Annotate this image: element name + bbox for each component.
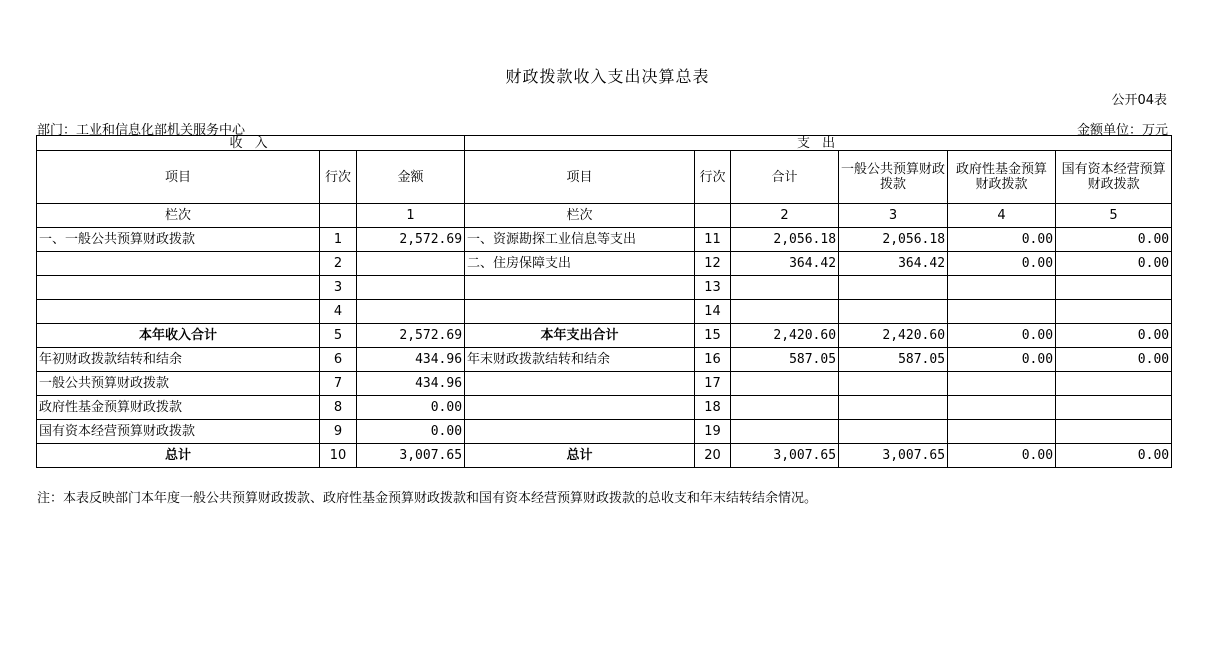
expense-row-no: 15 xyxy=(695,324,731,348)
expense-gov-fund: 0.00 xyxy=(948,444,1056,468)
income-row-no: 2 xyxy=(320,252,357,276)
income-amount: 0.00 xyxy=(357,420,465,444)
expense-item xyxy=(465,396,695,420)
income-amount: 3,007.65 xyxy=(357,444,465,468)
expense-item: 一、资源勘探工业信息等支出 xyxy=(465,228,695,252)
expense-total: 3,007.65 xyxy=(731,444,839,468)
income-row-no: 6 xyxy=(320,348,357,372)
expense-gov-fund: 0.00 xyxy=(948,348,1056,372)
expense-general xyxy=(839,420,948,444)
expense-state-capital xyxy=(1056,420,1172,444)
expense-state-capital: 0.00 xyxy=(1056,228,1172,252)
income-item xyxy=(37,252,320,276)
income-subtotal-label: 本年收入合计 xyxy=(37,324,320,348)
expense-total: 587.05 xyxy=(731,348,839,372)
expense-total: 2,056.18 xyxy=(731,228,839,252)
income-item xyxy=(37,300,320,324)
expense-general xyxy=(839,300,948,324)
col-header-amount: 金额 xyxy=(357,151,465,204)
column-index-row xyxy=(37,204,1172,228)
expense-gov-fund: 0.00 xyxy=(948,252,1056,276)
table-row xyxy=(37,252,1172,276)
expense-row-no: 11 xyxy=(695,228,731,252)
col-header-item-expense: 项目 xyxy=(465,151,695,204)
form-number: 公开04表 xyxy=(1111,93,1167,108)
income-row-no: 7 xyxy=(320,372,357,396)
expense-general: 3,007.65 xyxy=(839,444,948,468)
table-row xyxy=(37,324,1172,348)
table-row xyxy=(37,396,1172,420)
expense-general: 2,056.18 xyxy=(839,228,948,252)
income-row-no: 3 xyxy=(320,276,357,300)
budget-table xyxy=(36,135,1172,468)
expense-general xyxy=(839,276,948,300)
expense-gov-fund xyxy=(948,396,1056,420)
table-row xyxy=(37,444,1172,468)
expense-total xyxy=(731,396,839,420)
column-index-cell: 3 xyxy=(839,204,948,228)
expense-state-capital: 0.00 xyxy=(1056,324,1172,348)
income-amount: 2,572.69 xyxy=(357,324,465,348)
expense-state-capital xyxy=(1056,396,1172,420)
table-row xyxy=(37,348,1172,372)
department-label: 部门：工业和信息化部机关服务中心 xyxy=(37,123,246,138)
income-row-no: 1 xyxy=(320,228,357,252)
income-row-no: 8 xyxy=(320,396,357,420)
income-item: 政府性基金预算财政拨款 xyxy=(37,396,320,420)
col-header-general: 一般公共预算财政拨款 xyxy=(839,151,948,204)
expense-item: 年末财政拨款结转和结余 xyxy=(465,348,695,372)
col-header-total: 合计 xyxy=(731,151,839,204)
expense-row-no: 18 xyxy=(695,396,731,420)
col-header-state-capital: 国有资本经营预算财政拨款 xyxy=(1056,151,1172,204)
expense-item xyxy=(465,372,695,396)
table-row xyxy=(37,300,1172,324)
expense-total xyxy=(731,276,839,300)
column-index-cell: 1 xyxy=(357,204,465,228)
expense-row-no: 20 xyxy=(695,444,731,468)
expense-general xyxy=(839,372,948,396)
expense-item xyxy=(465,420,695,444)
income-row-no: 5 xyxy=(320,324,357,348)
expense-item xyxy=(465,276,695,300)
income-amount xyxy=(357,300,465,324)
income-item: 一、一般公共预算财政拨款 xyxy=(37,228,320,252)
expense-total: 364.42 xyxy=(731,252,839,276)
income-amount: 2,572.69 xyxy=(357,228,465,252)
expense-row-no: 14 xyxy=(695,300,731,324)
table-row xyxy=(37,372,1172,396)
unit-label: 金额单位：万元 xyxy=(1076,123,1168,138)
expense-gov-fund xyxy=(948,372,1056,396)
expense-state-capital: 0.00 xyxy=(1056,348,1172,372)
income-amount xyxy=(357,252,465,276)
expense-row-no: 12 xyxy=(695,252,731,276)
expense-gov-fund: 0.00 xyxy=(948,228,1056,252)
expense-row-no: 16 xyxy=(695,348,731,372)
expense-general xyxy=(839,396,948,420)
income-amount: 0.00 xyxy=(357,396,465,420)
expense-state-capital xyxy=(1056,276,1172,300)
expense-total xyxy=(731,372,839,396)
column-index-cell: 2 xyxy=(731,204,839,228)
column-index-cell: 5 xyxy=(1056,204,1172,228)
expense-general: 364.42 xyxy=(839,252,948,276)
income-grand-total-label: 总计 xyxy=(37,444,320,468)
table-row xyxy=(37,420,1172,444)
expense-total: 2,420.60 xyxy=(731,324,839,348)
expense-gov-fund xyxy=(948,300,1056,324)
table-row xyxy=(37,276,1172,300)
expense-grand-total-label: 总计 xyxy=(465,444,695,468)
column-index-cell: 4 xyxy=(948,204,1056,228)
expense-general: 2,420.60 xyxy=(839,324,948,348)
expense-state-capital: 0.00 xyxy=(1056,444,1172,468)
col-header-item: 项目 xyxy=(37,151,320,204)
column-index-label: 栏次 xyxy=(37,204,320,228)
expense-state-capital xyxy=(1056,372,1172,396)
expense-section-header: 支 出 xyxy=(465,136,1172,151)
expense-subtotal-label: 本年支出合计 xyxy=(465,324,695,348)
footnote: 注：本表反映部门本年度一般公共预算财政拨款、政府性基金预算财政拨款和国有资本经营预算财政拨款的总收支和年末结转结余情况。 xyxy=(37,491,818,506)
page-title: 财政拨款收入支出决算总表 xyxy=(505,67,710,86)
income-section-header: 收 入 xyxy=(37,136,465,151)
expense-row-no: 13 xyxy=(695,276,731,300)
col-header-row-no: 行次 xyxy=(320,151,357,204)
expense-item: 二、住房保障支出 xyxy=(465,252,695,276)
column-index-cell xyxy=(320,204,357,228)
expense-row-no: 17 xyxy=(695,372,731,396)
expense-item xyxy=(465,300,695,324)
expense-gov-fund xyxy=(948,276,1056,300)
expense-general: 587.05 xyxy=(839,348,948,372)
income-amount xyxy=(357,276,465,300)
income-amount: 434.96 xyxy=(357,372,465,396)
income-item xyxy=(37,276,320,300)
expense-gov-fund xyxy=(948,420,1056,444)
income-row-no: 4 xyxy=(320,300,357,324)
expense-total xyxy=(731,300,839,324)
income-row-no: 9 xyxy=(320,420,357,444)
column-index-label: 栏次 xyxy=(465,204,695,228)
expense-total xyxy=(731,420,839,444)
column-index-cell xyxy=(695,204,731,228)
col-header-row-no-expense: 行次 xyxy=(695,151,731,204)
income-item: 国有资本经营预算财政拨款 xyxy=(37,420,320,444)
expense-state-capital: 0.00 xyxy=(1056,252,1172,276)
income-amount: 434.96 xyxy=(357,348,465,372)
table-row xyxy=(37,228,1172,252)
income-row-no: 10 xyxy=(320,444,357,468)
income-item: 一般公共预算财政拨款 xyxy=(37,372,320,396)
expense-row-no: 19 xyxy=(695,420,731,444)
col-header-gov-fund: 政府性基金预算财政拨款 xyxy=(948,151,1056,204)
income-item: 年初财政拨款结转和结余 xyxy=(37,348,320,372)
expense-gov-fund: 0.00 xyxy=(948,324,1056,348)
expense-state-capital xyxy=(1056,300,1172,324)
